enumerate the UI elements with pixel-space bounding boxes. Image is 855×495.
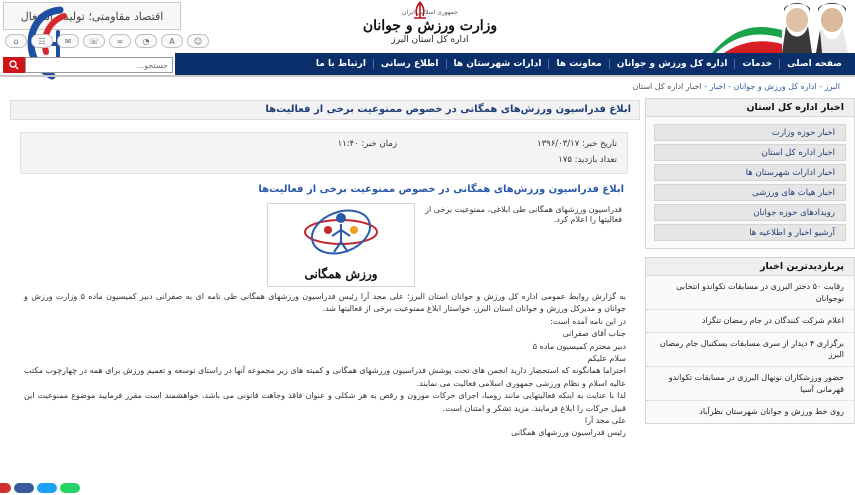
news-categories-title: اخبار اداره کل استان xyxy=(646,99,854,117)
news-category-archive[interactable]: آرشیو اخبار و اطلاعیه ها xyxy=(654,224,846,241)
article-views: تعداد بازدید: ۱۷۵ xyxy=(558,155,617,165)
leaders-banner xyxy=(712,0,855,53)
sitemap-icon[interactable]: ☷ xyxy=(31,34,53,48)
popular-news-item[interactable]: رقابت ۵۰ دختر البرزی در مسابقات تکواندو انتخابی نوجوانان xyxy=(646,276,854,310)
breadcrumb-path[interactable]: البرز - اداره کل ورزش و جوانان - اخبار - xyxy=(701,82,840,91)
quick-icons xyxy=(5,34,209,48)
body-paragraph: لذا با عنایت به اینکه فعالیتهایی مانند زومبا، اجرای حرکات موزون و رقص به هر شکلی و عنوان فاقد وجاهت قانونی می باشد، خواهشمند است مقرر فرمایید موضوع ممنوعیت این قبیل حرکات را ابلاغ فرمایند. مزید تشکر و امتنان است. xyxy=(24,391,626,413)
body-paragraph: احتراما همانگونه که استحضار دارید انجمن های تحت پوشش فدراسیون ورزشهای همگانی و کمیته های زیر مجموعه آنها در راستای توسعه و تعمیم ورزش برای همه در چهارچوب مکتب عالیه اسلام و نظام ورزشی جمهوری اسلامی فعالیت می نمایند. xyxy=(24,366,626,388)
nav-directorate[interactable]: اداره کل ورزش و جوانان xyxy=(609,59,735,69)
article-image-caption: ورزش همگانی xyxy=(304,267,378,281)
nav-divider xyxy=(0,75,855,77)
link-icon[interactable]: ∞ xyxy=(109,34,131,48)
popular-news-box xyxy=(645,257,855,424)
home-icon[interactable]: ⌂ xyxy=(5,34,27,48)
news-categories-box xyxy=(645,98,855,249)
rss-icon[interactable]: ◔ xyxy=(135,34,157,48)
body-paragraph: در این نامه آمده است: xyxy=(550,316,626,326)
news-category-boards[interactable]: اخبار هیات های ورزشی xyxy=(654,184,846,201)
article xyxy=(10,100,640,495)
popular-news-item[interactable]: اعلام شرکت کنندگان در جام رمضان تنگزاد xyxy=(646,310,854,333)
nav-services[interactable]: خدمات xyxy=(734,59,779,69)
mail-icon[interactable]: ✉ xyxy=(57,34,79,48)
body-paragraph: دبیر محترم کمیسیون ماده ۵ xyxy=(532,341,626,351)
nav-information[interactable]: اطلاع رسانی xyxy=(373,59,446,69)
search-bar xyxy=(3,57,173,73)
gplus-share-icon[interactable] xyxy=(0,483,11,493)
ministry-title-block xyxy=(345,9,515,45)
whatsapp-share-icon[interactable] xyxy=(60,483,80,493)
popular-news-item[interactable]: روی خط ورزش و جوانان شهرستان نظرآباد xyxy=(699,407,844,417)
body-paragraph: رئیس فدراسیون ورزشهای همگانی xyxy=(511,428,626,438)
nav-contact[interactable]: ارتباط با ما xyxy=(315,59,366,69)
popular-news-title: پربازدیدترین اخبار xyxy=(646,258,854,276)
article-subtitle: ابلاغ فدراسیون ورزش‌های همگانی در خصوص ممنوعیت برخی از فعالیت‌ها xyxy=(258,184,624,195)
article-intro xyxy=(10,203,640,283)
article-image xyxy=(267,203,415,287)
search-button[interactable] xyxy=(3,57,25,73)
breadcrumb xyxy=(540,82,840,96)
body-paragraph: علی مجد آرا xyxy=(584,415,626,425)
emblem-caption: جمهوری اسلامی ایران xyxy=(402,9,458,16)
nav-deputies[interactable]: معاونت ها xyxy=(548,59,608,69)
body-paragraph: سلام علیکم xyxy=(587,353,626,363)
popular-news-item[interactable]: برگزاری ۴ دیدار از سری مسابقات بسکتبال جام رمضان البرز xyxy=(646,333,854,367)
article-body xyxy=(10,291,640,440)
main-nav xyxy=(175,53,855,75)
popular-news-item[interactable]: حضور ورزشکاران نونهال البرزی در مسابقات تکواندو قهرمانی آسیا xyxy=(646,367,854,401)
news-category-youth[interactable]: رویدادهای حوزه جوانان xyxy=(654,204,846,221)
ministry-title: وزارت ورزش و جوانان xyxy=(362,18,498,34)
sport-logo-icon xyxy=(268,204,414,264)
share-buttons xyxy=(0,483,80,493)
nav-city-offices[interactable]: ادارات شهرستان ها xyxy=(446,59,549,69)
twitter-share-icon[interactable] xyxy=(37,483,57,493)
search-icon xyxy=(9,60,19,70)
news-category-province[interactable]: اخبار اداره کل استان xyxy=(654,144,846,161)
sidebar xyxy=(645,98,855,495)
ministry-subtitle: اداره کل استان البرز xyxy=(391,35,469,45)
phone-icon[interactable]: ☏ xyxy=(83,34,105,48)
body-paragraph: به گزارش روابط عمومی اداره کل ورزش و جوانان استان البرز؛ علی مجد آرا رئیس فدراسیون ورزشهای همگانی طی نامه ای به صفرانی دبیر کمیسیون ماده ۵ وزارت ورزش و جوانان و مدیرکل ورزش و جوانان استان البرز، خواستار ابلاغ ممنوعیت برخی از فعالیتها شد. xyxy=(24,292,626,314)
search-input[interactable] xyxy=(25,57,173,73)
article-time: زمان خبر: ۱۱:۴۰ xyxy=(337,139,397,149)
article-date: تاریخ خبر: ۱۳۹۶/۰۳/۱۷ xyxy=(537,139,617,149)
article-lead: فدراسیون ورزشهای همگانی طی ابلاغی، ممنوعیت برخی از فعالیتها را اعلام کرد. xyxy=(425,205,622,225)
news-category-ministry[interactable]: اخبار حوزه وزارت xyxy=(654,124,846,141)
facebook-share-icon[interactable] xyxy=(14,483,34,493)
user-icon[interactable]: ☺ xyxy=(187,34,209,48)
nav-home[interactable]: صفحه اصلی xyxy=(779,59,849,69)
body-paragraph: جناب آقای صفرانی xyxy=(562,329,626,339)
news-category-cities[interactable]: اخبار ادارات شهرستان ها xyxy=(654,164,846,181)
site-header xyxy=(0,0,855,55)
breadcrumb-current: اخبار اداره کل استان xyxy=(632,82,702,91)
article-title: ابلاغ فدراسیون ورزش‌های همگانی در خصوص ممنوعیت برخی از فعالیت‌ها xyxy=(10,100,640,120)
translate-icon[interactable]: A xyxy=(161,34,183,48)
news-categories-menu xyxy=(646,117,854,248)
slogan-text: اقتصاد مقاومتی؛ تولید - اشتغال xyxy=(20,9,164,23)
article-meta xyxy=(20,132,628,174)
